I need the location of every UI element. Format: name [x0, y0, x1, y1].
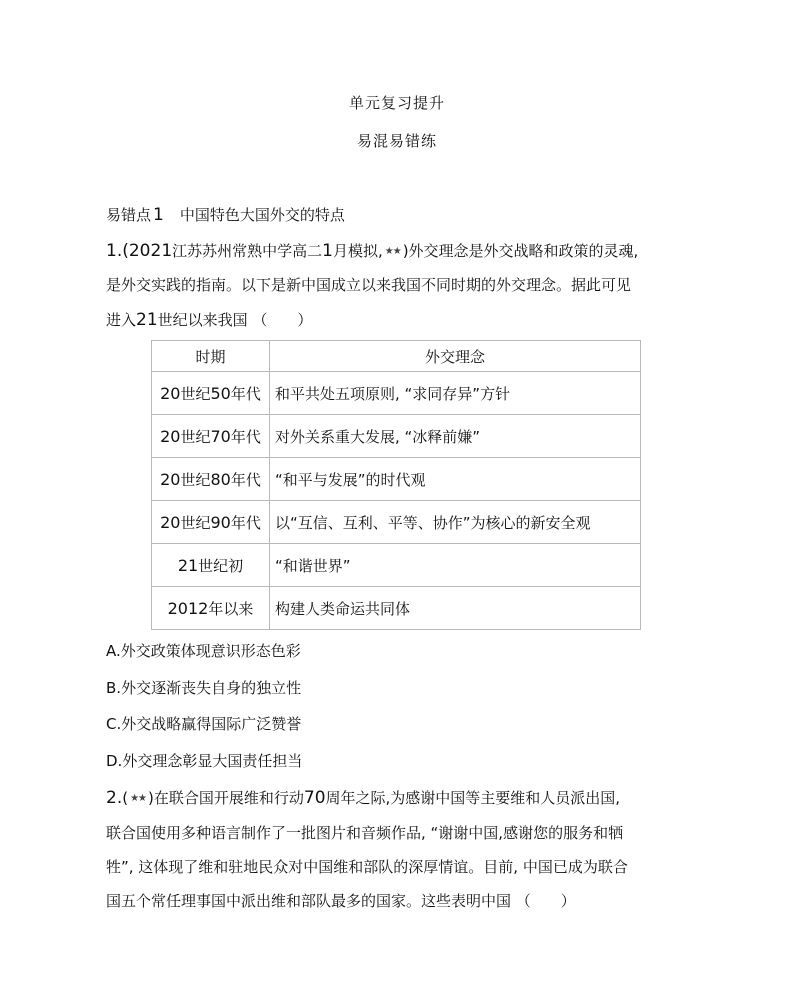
period-cell: 20世纪70年代 [152, 415, 270, 458]
idea-cell: “和平与发展”的时代观 [270, 458, 641, 501]
section-number: 1 [153, 205, 164, 225]
idea-cell: 和平共处五项原则, “求同存异”方针 [270, 372, 641, 415]
idea-cell: 对外关系重大发展, “冰释前嫌” [270, 415, 641, 458]
option-b[interactable]: B.外交逐渐丧失自身的独立性 [106, 679, 302, 697]
question-2-line-3: 牲”, 这体现了维和驻地民众对中国维和部队的深厚情谊。目前, 中国已成为联合 [106, 858, 628, 876]
table-row [152, 458, 641, 501]
table-row [152, 372, 641, 415]
table-header-idea: 外交理念 [270, 341, 641, 372]
question-1-line-3: 进入21世纪以来我国 （ ） [106, 310, 313, 330]
table-row [152, 501, 641, 544]
idea-cell: “和谐世界” [270, 544, 641, 587]
table-row [152, 587, 641, 630]
difficulty-star-icon: ★★ [130, 793, 147, 804]
table-row [152, 415, 641, 458]
section-topic: 中国特色大国外交的特点 [179, 206, 345, 224]
difficulty-star-icon: ★★ [384, 246, 401, 257]
table-header-period: 时期 [152, 341, 270, 372]
period-cell: 20世纪80年代 [152, 458, 270, 501]
section-heading [106, 204, 345, 225]
option-c[interactable]: C.外交战略赢得国际广泛赞誉 [106, 715, 302, 733]
page-title: 单元复习提升 [348, 94, 445, 112]
question-2-line-4: 国五个常任理事国中派出维和部队最多的国家。这些表明中国 （ ） [106, 892, 576, 910]
question-1-line-1: 1.(2021江苏苏州常熟中学高二1月模拟, ★★ )外交理念是外交战略和政策的灵魂, [106, 236, 686, 267]
section-label: 易错点 [106, 206, 152, 224]
option-d[interactable]: D.外交理念彰显大国责任担当 [106, 752, 303, 770]
period-cell: 20世纪90年代 [152, 501, 270, 544]
page-subtitle: 易混易错练 [356, 132, 437, 150]
diplomacy-table [151, 340, 641, 630]
question-1-line-2: 是外交实践的指南。以下是新中国成立以来我国不同时期的外交理念。据此可见 [106, 276, 632, 294]
period-cell: 20世纪50年代 [152, 372, 270, 415]
question-2-line-2: 联合国使用多种语言制作了一批图片和音频作品, “谢谢中国,感谢您的服务和牺 [106, 824, 624, 842]
period-cell: 21世纪初 [152, 544, 270, 587]
table-header-row [152, 341, 641, 372]
table-row [152, 544, 641, 587]
question-2-line-1: 2.( ★★ )在联合国开展维和行动70周年之际,为感谢中国等主要维和人员派出国, [106, 783, 686, 814]
idea-cell: 以“互信、互利、平等、协作”为核心的新安全观 [270, 501, 641, 544]
idea-cell: 构建人类命运共同体 [270, 587, 641, 630]
period-cell: 2012年以来 [152, 587, 270, 630]
option-a[interactable]: A.外交政策体现意识形态色彩 [106, 642, 301, 660]
